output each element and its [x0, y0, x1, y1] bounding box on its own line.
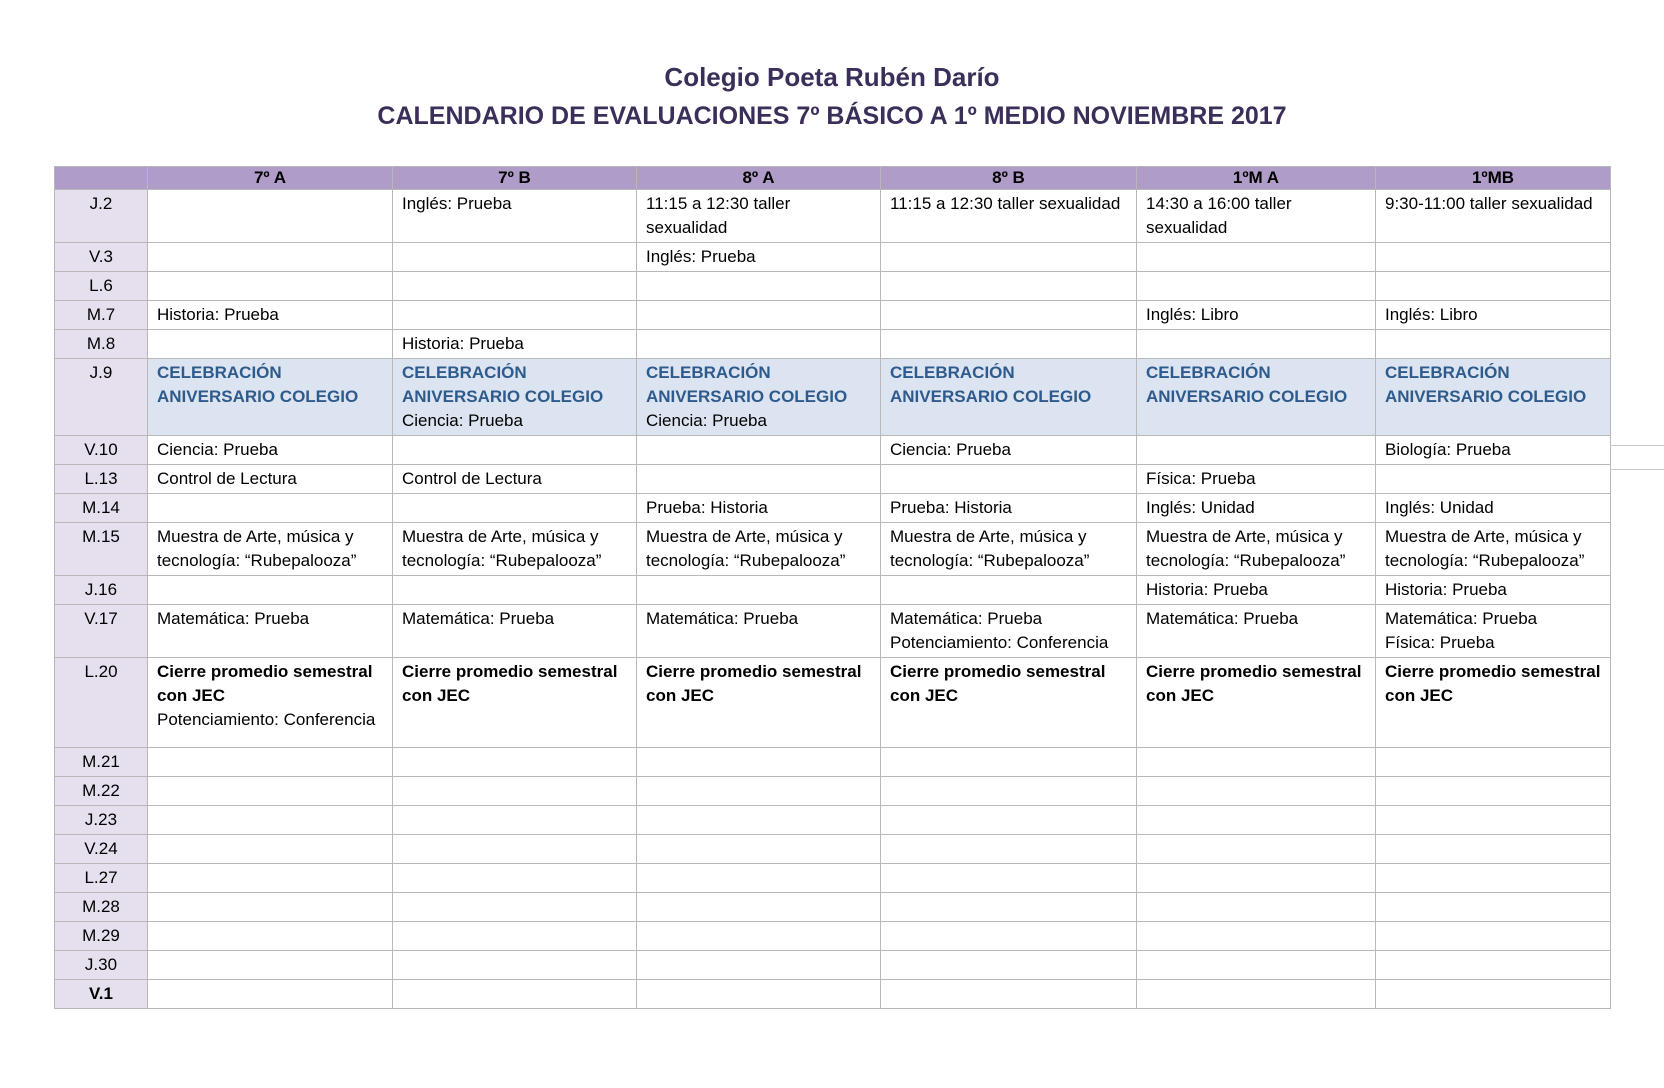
celebration-event: CELEBRACIÓN ANIVERSARIO COLEGIO — [890, 363, 1092, 406]
schedule-cell — [148, 806, 393, 835]
evaluation-entry: Inglés: Prueba — [646, 247, 756, 266]
schedule-cell — [1376, 272, 1611, 301]
evaluation-entry: Inglés: Libro — [1385, 305, 1478, 324]
table-row — [55, 523, 1611, 576]
stray-rule — [1610, 469, 1664, 470]
schedule-cell — [1137, 922, 1376, 951]
evaluation-entry: Historia: Prueba — [157, 305, 279, 324]
schedule-cell — [393, 494, 637, 523]
schedule-cell — [1376, 658, 1611, 748]
schedule-cell — [637, 658, 881, 748]
celebration-event: CELEBRACIÓN ANIVERSARIO COLEGIO — [646, 363, 848, 406]
semester-close-event: Cierre promedio semestral con JEC — [890, 662, 1106, 705]
schedule-cell — [148, 864, 393, 893]
schedule-cell — [1137, 301, 1376, 330]
evaluation-entry: Control de Lectura — [157, 469, 297, 488]
column-header-7a: 7º A — [148, 167, 393, 190]
day-label: M.22 — [55, 777, 148, 806]
evaluation-entry: Biología: Prueba — [1385, 440, 1511, 459]
celebration-event: CELEBRACIÓN ANIVERSARIO COLEGIO — [1146, 363, 1348, 406]
evaluation-entry: Ciencia: Prueba — [157, 440, 278, 459]
schedule-cell — [1137, 330, 1376, 359]
table-row — [55, 359, 1611, 436]
day-label: J.9 — [55, 359, 148, 436]
schedule-cell — [881, 864, 1137, 893]
evaluation-calendar-table — [54, 166, 1611, 1009]
schedule-cell — [148, 243, 393, 272]
evaluation-entry: Inglés: Unidad — [1385, 498, 1494, 517]
schedule-cell — [393, 465, 637, 494]
semester-close-event: Cierre promedio semestral con JEC — [646, 662, 862, 705]
column-header-1mb: 1ºMB — [1376, 167, 1611, 190]
evaluation-entry: Historia: Prueba — [1385, 580, 1507, 599]
stray-rule — [1610, 445, 1664, 446]
schedule-cell — [637, 272, 881, 301]
schedule-cell — [881, 465, 1137, 494]
schedule-cell — [148, 980, 393, 1009]
schedule-cell — [148, 576, 393, 605]
semester-close-event: Cierre promedio semestral con JEC — [402, 662, 618, 705]
schedule-cell — [881, 980, 1137, 1009]
schedule-cell — [148, 190, 393, 243]
schedule-cell — [148, 951, 393, 980]
table-row — [55, 980, 1611, 1009]
school-name: Colegio Poeta Rubén Darío — [664, 62, 1000, 92]
day-label: J.2 — [55, 190, 148, 243]
schedule-cell — [881, 330, 1137, 359]
evaluation-entry: Muestra de Arte, música y tecnología: “Rubepalooza” — [1146, 527, 1346, 570]
evaluation-entry: Inglés: Unidad — [1146, 498, 1255, 517]
table-row — [55, 835, 1611, 864]
schedule-cell — [148, 272, 393, 301]
column-header-8a: 8º A — [637, 167, 881, 190]
page-title: CALENDARIO DE EVALUACIONES 7º BÁSICO A 1º MEDIO NOVIEMBRE 2017 — [377, 102, 1287, 130]
table-row — [55, 272, 1611, 301]
schedule-cell — [1137, 436, 1376, 465]
evaluation-entry: Prueba: Historia — [890, 498, 1012, 517]
evaluation-entry: 9:30-11:00 taller sexualidad — [1385, 194, 1593, 213]
schedule-cell — [393, 243, 637, 272]
schedule-cell — [393, 980, 637, 1009]
schedule-cell — [393, 576, 637, 605]
schedule-cell — [1376, 864, 1611, 893]
evaluation-entry: Matemática: Prueba — [1146, 609, 1299, 628]
evaluation-entry: Matemática: Prueba — [402, 609, 555, 628]
schedule-cell — [1137, 243, 1376, 272]
schedule-cell — [1376, 980, 1611, 1009]
day-label: M.21 — [55, 748, 148, 777]
schedule-cell — [148, 523, 393, 576]
schedule-cell — [1376, 523, 1611, 576]
schedule-cell — [148, 494, 393, 523]
schedule-cell — [637, 748, 881, 777]
schedule-cell — [148, 922, 393, 951]
schedule-cell — [393, 190, 637, 243]
schedule-cell — [637, 893, 881, 922]
schedule-cell — [1376, 494, 1611, 523]
evaluation-entry: Matemática: Prueba — [1385, 609, 1538, 628]
schedule-cell — [1376, 748, 1611, 777]
table-row — [55, 465, 1611, 494]
schedule-cell — [393, 330, 637, 359]
schedule-cell — [148, 330, 393, 359]
schedule-cell — [1137, 980, 1376, 1009]
schedule-cell — [881, 272, 1137, 301]
evaluation-entry: Matemática: Prueba — [157, 609, 310, 628]
schedule-cell — [881, 494, 1137, 523]
table-row — [55, 658, 1611, 748]
evaluation-entry: Física: Prueba — [1385, 633, 1495, 652]
table-row — [55, 605, 1611, 658]
schedule-cell — [393, 658, 637, 748]
table-row — [55, 893, 1611, 922]
day-label: J.30 — [55, 951, 148, 980]
evaluation-entry: Muestra de Arte, música y tecnología: “Rubepalooza” — [890, 527, 1090, 570]
schedule-cell — [637, 980, 881, 1009]
evaluation-entry: Potenciamiento: Conferencia — [157, 710, 376, 729]
schedule-cell — [393, 777, 637, 806]
schedule-cell — [1137, 359, 1376, 436]
schedule-cell — [393, 835, 637, 864]
schedule-cell — [1376, 190, 1611, 243]
table-row — [55, 494, 1611, 523]
schedule-cell — [148, 465, 393, 494]
header-row — [55, 167, 1611, 190]
schedule-cell — [1137, 523, 1376, 576]
evaluation-entry: Muestra de Arte, música y tecnología: “Rubepalooza” — [1385, 527, 1585, 570]
schedule-cell — [393, 922, 637, 951]
schedule-cell — [881, 359, 1137, 436]
schedule-cell — [148, 301, 393, 330]
evaluation-entry: 14:30 a 16:00 taller sexualidad — [1146, 194, 1292, 237]
schedule-cell — [637, 359, 881, 436]
day-label: M.7 — [55, 301, 148, 330]
schedule-cell — [1376, 576, 1611, 605]
schedule-cell — [881, 658, 1137, 748]
table-row — [55, 951, 1611, 980]
evaluation-entry: Prueba: Historia — [646, 498, 768, 517]
evaluation-entry: Matemática: Prueba — [890, 609, 1043, 628]
schedule-cell — [881, 748, 1137, 777]
schedule-cell — [1137, 272, 1376, 301]
celebration-event: CELEBRACIÓN ANIVERSARIO COLEGIO — [402, 363, 604, 406]
schedule-cell — [881, 523, 1137, 576]
schedule-cell — [881, 190, 1137, 243]
schedule-cell — [881, 777, 1137, 806]
schedule-cell — [1376, 359, 1611, 436]
table-row — [55, 864, 1611, 893]
schedule-cell — [1376, 893, 1611, 922]
schedule-cell — [393, 523, 637, 576]
schedule-cell — [148, 605, 393, 658]
schedule-cell — [1137, 864, 1376, 893]
column-header-7b: 7º B — [393, 167, 637, 190]
schedule-cell — [637, 301, 881, 330]
schedule-cell — [881, 922, 1137, 951]
column-header-8b: 8º B — [881, 167, 1137, 190]
day-label: V.10 — [55, 436, 148, 465]
schedule-cell — [393, 605, 637, 658]
day-label: V.24 — [55, 835, 148, 864]
schedule-cell — [637, 576, 881, 605]
table-row — [55, 748, 1611, 777]
day-label: M.15 — [55, 523, 148, 576]
schedule-cell — [1137, 576, 1376, 605]
schedule-cell — [637, 806, 881, 835]
celebration-event: CELEBRACIÓN ANIVERSARIO COLEGIO — [1385, 363, 1587, 406]
schedule-cell — [148, 658, 393, 748]
schedule-cell — [637, 465, 881, 494]
schedule-cell — [393, 951, 637, 980]
table-row — [55, 922, 1611, 951]
schedule-cell — [1376, 465, 1611, 494]
schedule-cell — [637, 330, 881, 359]
schedule-cell — [637, 922, 881, 951]
schedule-cell — [881, 301, 1137, 330]
schedule-cell — [1376, 806, 1611, 835]
evaluation-entry: Historia: Prueba — [1146, 580, 1268, 599]
table-row — [55, 330, 1611, 359]
schedule-cell — [393, 436, 637, 465]
semester-close-event: Cierre promedio semestral con JEC — [157, 662, 373, 705]
schedule-cell — [1376, 777, 1611, 806]
evaluation-entry: Física: Prueba — [1146, 469, 1256, 488]
day-label: L.6 — [55, 272, 148, 301]
day-label: J.16 — [55, 576, 148, 605]
evaluation-entry: Ciencia: Prueba — [646, 411, 767, 430]
schedule-cell — [148, 436, 393, 465]
evaluation-entry: Muestra de Arte, música y tecnología: “Rubepalooza” — [646, 527, 846, 570]
schedule-cell — [1137, 494, 1376, 523]
evaluation-entry: Ciencia: Prueba — [890, 440, 1011, 459]
schedule-cell — [637, 494, 881, 523]
schedule-cell — [1376, 301, 1611, 330]
schedule-cell — [881, 951, 1137, 980]
schedule-cell — [393, 272, 637, 301]
day-label: M.8 — [55, 330, 148, 359]
schedule-cell — [881, 835, 1137, 864]
day-label: J.23 — [55, 806, 148, 835]
evaluation-entry: Muestra de Arte, música y tecnología: “Rubepalooza” — [157, 527, 357, 570]
semester-close-event: Cierre promedio semestral con JEC — [1385, 662, 1601, 705]
evaluation-entry: Matemática: Prueba — [646, 609, 799, 628]
table-row — [55, 301, 1611, 330]
schedule-cell — [1376, 330, 1611, 359]
schedule-cell — [881, 576, 1137, 605]
celebration-event: CELEBRACIÓN ANIVERSARIO COLEGIO — [157, 363, 359, 406]
evaluation-entry: 11:15 a 12:30 taller sexualidad — [890, 194, 1121, 213]
schedule-cell — [881, 893, 1137, 922]
day-label: V.1 — [55, 980, 148, 1009]
table-row — [55, 243, 1611, 272]
evaluation-entry: Inglés: Libro — [1146, 305, 1239, 324]
schedule-cell — [148, 777, 393, 806]
schedule-cell — [637, 777, 881, 806]
schedule-cell — [1137, 658, 1376, 748]
column-header-day — [55, 167, 148, 190]
schedule-cell — [637, 605, 881, 658]
evaluation-entry: Inglés: Prueba — [402, 194, 512, 213]
schedule-cell — [1376, 951, 1611, 980]
day-label: L.20 — [55, 658, 148, 748]
evaluation-entry: Muestra de Arte, música y tecnología: “Rubepalooza” — [402, 527, 602, 570]
day-label: L.13 — [55, 465, 148, 494]
schedule-cell — [1137, 465, 1376, 494]
schedule-cell — [1376, 835, 1611, 864]
schedule-cell — [881, 243, 1137, 272]
schedule-cell — [1376, 436, 1611, 465]
evaluation-entry: Historia: Prueba — [402, 334, 524, 353]
schedule-cell — [1137, 893, 1376, 922]
evaluation-entry: Control de Lectura — [402, 469, 542, 488]
day-label: M.14 — [55, 494, 148, 523]
schedule-cell — [1137, 951, 1376, 980]
schedule-cell — [393, 806, 637, 835]
day-label: M.29 — [55, 922, 148, 951]
table-row — [55, 190, 1611, 243]
schedule-cell — [637, 951, 881, 980]
schedule-cell — [148, 835, 393, 864]
day-label: L.27 — [55, 864, 148, 893]
schedule-cell — [637, 835, 881, 864]
schedule-cell — [1376, 243, 1611, 272]
schedule-cell — [881, 605, 1137, 658]
schedule-cell — [637, 436, 881, 465]
table-row — [55, 777, 1611, 806]
table-row — [55, 436, 1611, 465]
schedule-cell — [1137, 605, 1376, 658]
schedule-cell — [881, 436, 1137, 465]
schedule-cell — [393, 748, 637, 777]
schedule-cell — [393, 893, 637, 922]
schedule-cell — [1376, 605, 1611, 658]
schedule-cell — [637, 243, 881, 272]
schedule-cell — [1376, 922, 1611, 951]
evaluation-entry: Ciencia: Prueba — [402, 411, 523, 430]
schedule-cell — [1137, 835, 1376, 864]
schedule-cell — [881, 806, 1137, 835]
schedule-cell — [393, 301, 637, 330]
table-row — [55, 576, 1611, 605]
schedule-cell — [393, 359, 637, 436]
schedule-cell — [637, 523, 881, 576]
day-label: V.17 — [55, 605, 148, 658]
schedule-cell — [637, 864, 881, 893]
table-row — [55, 806, 1611, 835]
schedule-cell — [1137, 748, 1376, 777]
day-label: M.28 — [55, 893, 148, 922]
schedule-cell — [393, 864, 637, 893]
semester-close-event: Cierre promedio semestral con JEC — [1146, 662, 1362, 705]
evaluation-entry: 11:15 a 12:30 taller sexualidad — [646, 194, 791, 237]
schedule-cell — [637, 190, 881, 243]
schedule-cell — [148, 359, 393, 436]
day-label: V.3 — [55, 243, 148, 272]
schedule-cell — [148, 893, 393, 922]
evaluation-entry: Potenciamiento: Conferencia — [890, 633, 1109, 652]
schedule-cell — [1137, 190, 1376, 243]
schedule-cell — [1137, 777, 1376, 806]
schedule-cell — [148, 748, 393, 777]
schedule-cell — [1137, 806, 1376, 835]
column-header-1ma: 1ºM A — [1137, 167, 1376, 190]
